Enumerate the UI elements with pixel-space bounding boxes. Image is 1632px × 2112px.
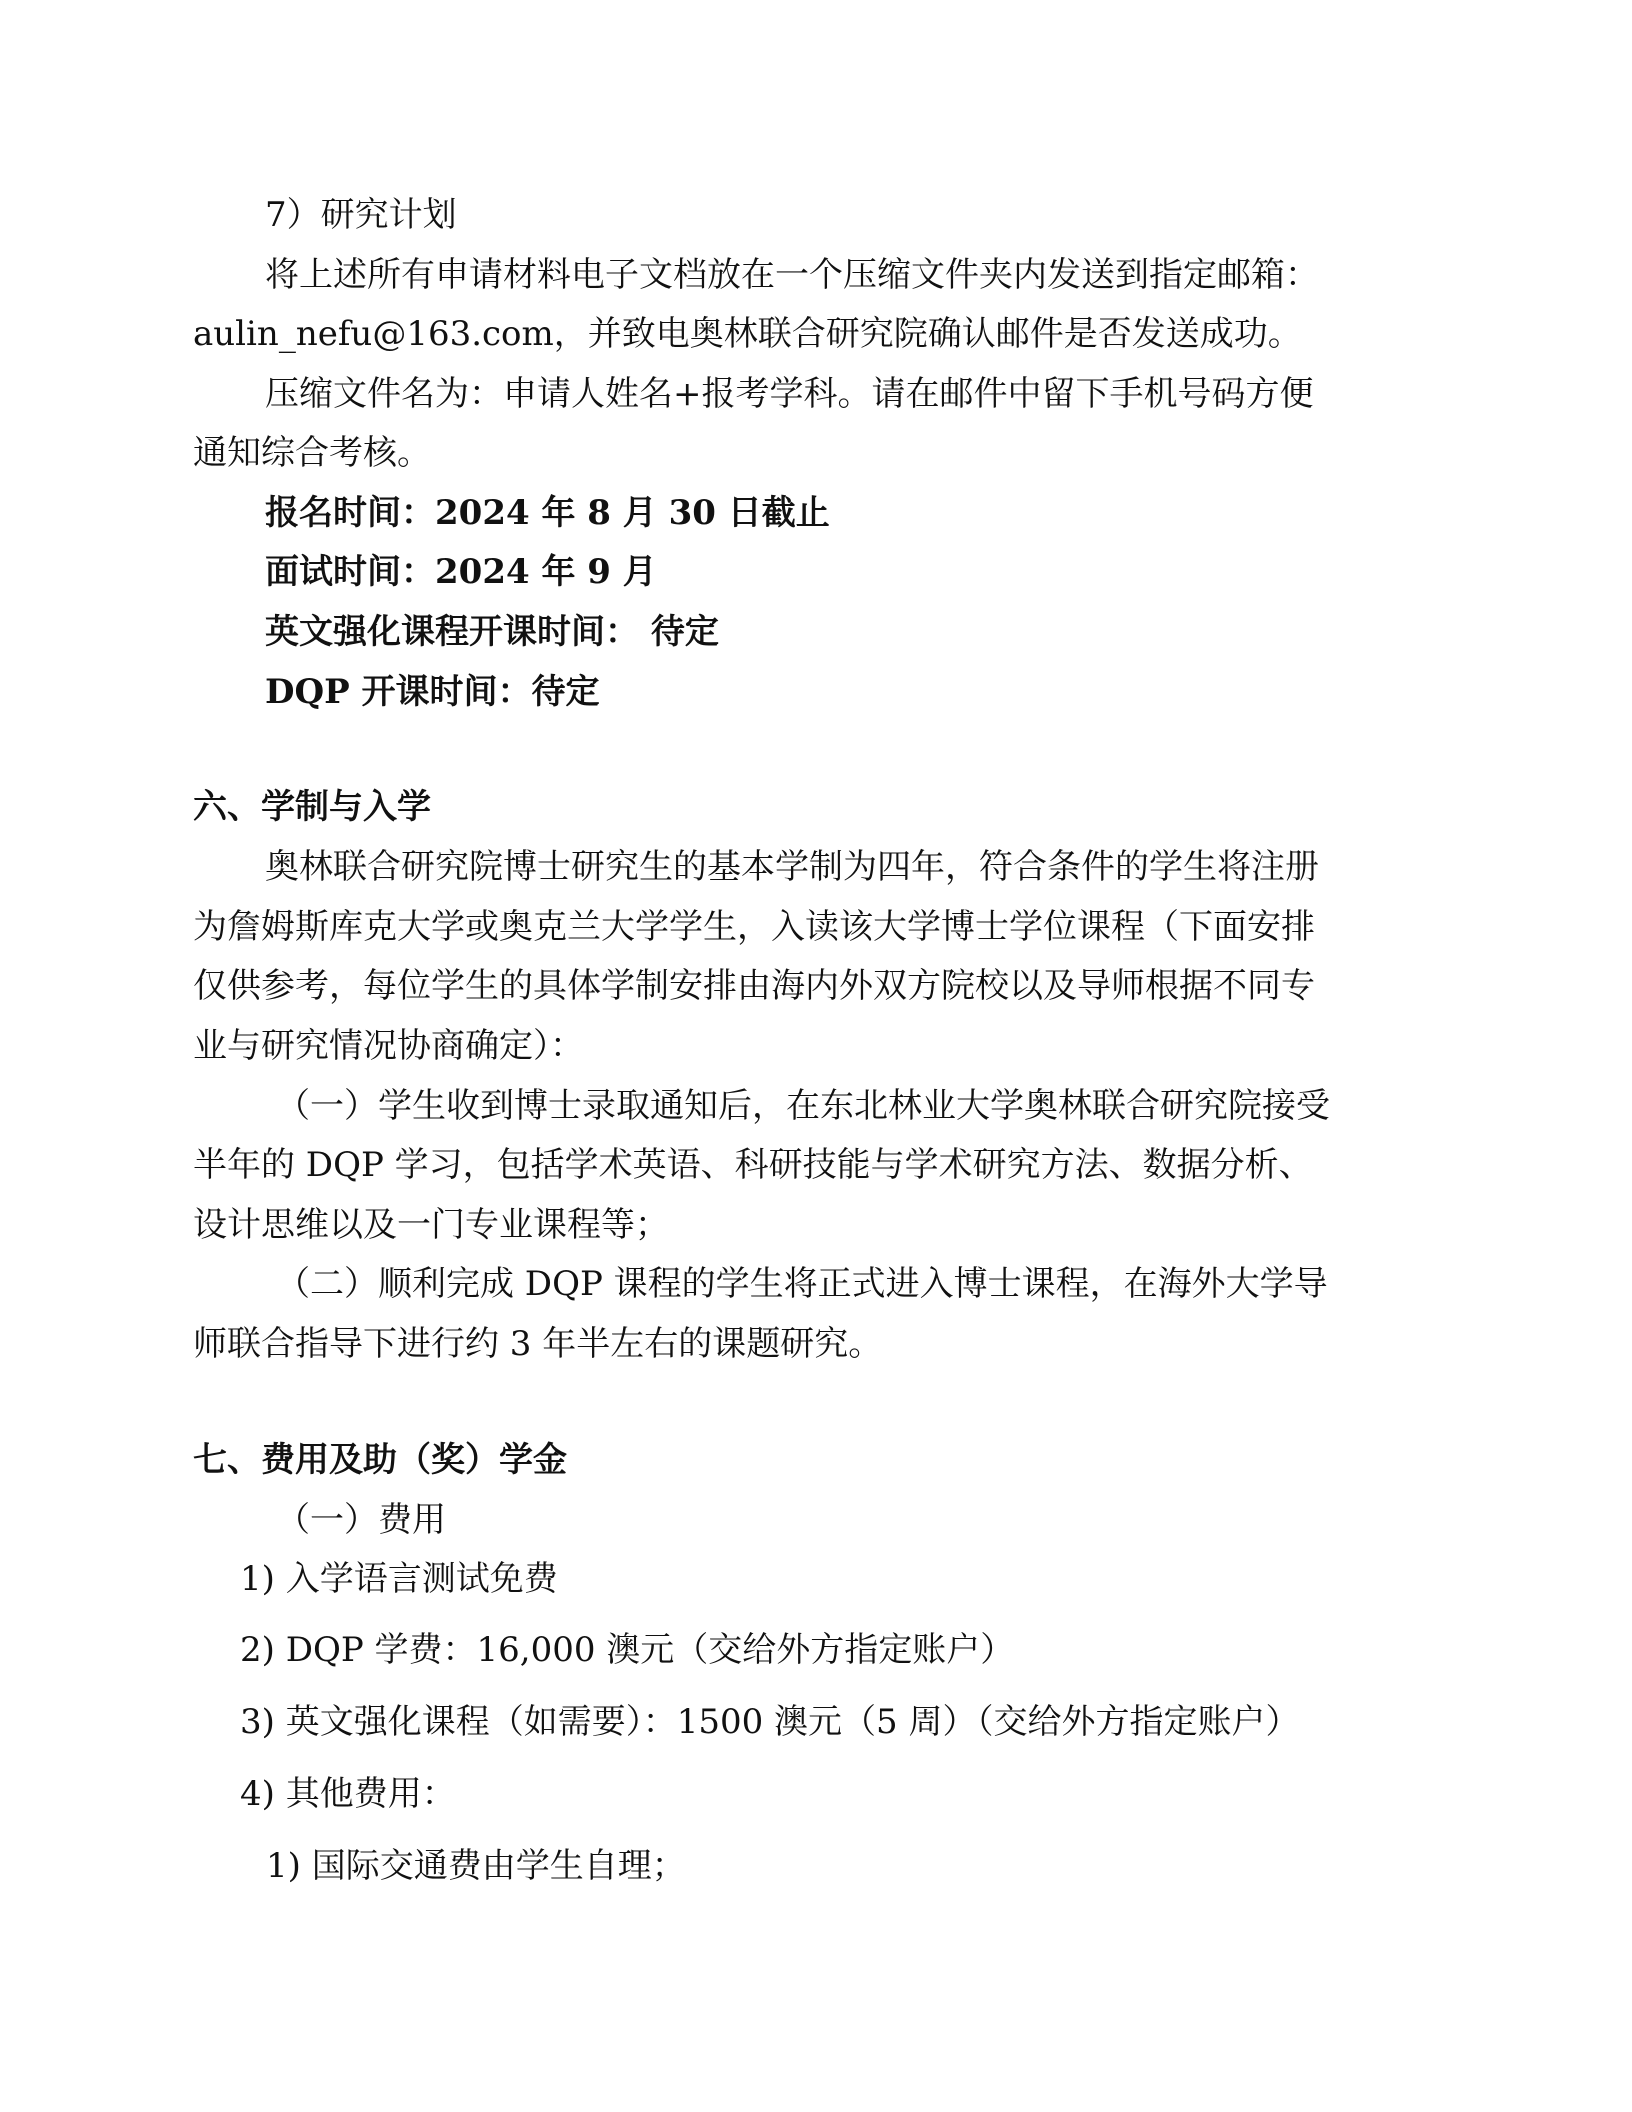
section6-p1-line2: 为詹姆斯库克大学或奥克兰大学学生，入读该大学博士学位课程（下面安排: [193, 907, 1315, 947]
section6-p2-line2: 半年的 DQP 学习，包括学术英语、科研技能与学术研究方法、数据分析、: [193, 1145, 1313, 1185]
dqp-course-start: DQP 开课时间：待定: [265, 672, 600, 712]
fee-item-1: 1) 入学语言测试免费: [240, 1559, 558, 1599]
fee-item-3: 3) 英文强化课程（如需要）：1500 澳元（5 周）（交给外方指定账户）: [240, 1702, 1300, 1742]
registration-deadline: 报名时间：2024 年 8 月 30 日截止: [265, 493, 830, 533]
item-research-plan: 7）研究计划: [265, 195, 457, 235]
filename-paragraph-line2: 通知综合考核。: [193, 433, 431, 473]
section6-p3-line2: 师联合指导下进行约 3 年半左右的课题研究。: [193, 1324, 883, 1364]
section6-p1-line1: 奥林联合研究院博士研究生的基本学制为四年，符合条件的学生将注册: [265, 847, 1319, 887]
section6-p2-line1: （一）学生收到博士录取通知后，在东北林业大学奥林联合研究院接受: [276, 1086, 1330, 1126]
section7-heading: 七、费用及助（奖）学金: [193, 1440, 567, 1480]
fee-item-4: 4) 其他费用：: [240, 1774, 456, 1814]
other-fee-item-1: 1) 国际交通费由学生自理；: [266, 1846, 686, 1886]
section6-p1-line4: 业与研究情况协商确定）：: [193, 1026, 584, 1066]
english-course-start: 英文强化课程开课时间： 待定: [265, 612, 719, 652]
interview-time: 面试时间：2024 年 9 月: [265, 552, 657, 592]
submission-paragraph-line2: aulin_nefu@163.com，并致电奥林联合研究院确认邮件是否发送成功。: [193, 314, 1302, 354]
section6-p2-line3: 设计思维以及一门专业课程等；: [193, 1205, 669, 1245]
section6-p1-line3: 仅供参考，每位学生的具体学制安排由海内外双方院校以及导师根据不同专: [193, 966, 1315, 1006]
filename-paragraph-line1: 压缩文件名为：申请人姓名+报考学科。请在邮件中留下手机号码方便: [265, 374, 1314, 414]
submission-paragraph-line1: 将上述所有申请材料电子文档放在一个压缩文件夹内发送到指定邮箱：: [265, 255, 1319, 295]
section7-sub-fees: （一）费用: [276, 1500, 446, 1540]
section6-p3-line1: （二）顺利完成 DQP 课程的学生将正式进入博士课程，在海外大学导: [276, 1264, 1328, 1304]
fee-item-2: 2) DQP 学费：16,000 澳元（交给外方指定账户）: [240, 1630, 1015, 1670]
section6-heading: 六、学制与入学: [193, 787, 431, 827]
